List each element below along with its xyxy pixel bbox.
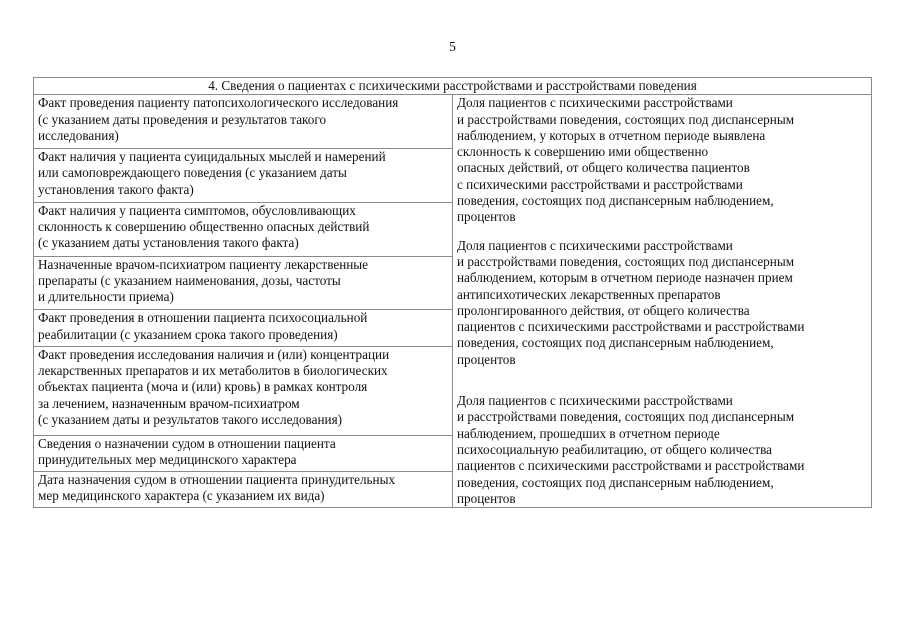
section-header-row <box>34 78 872 95</box>
left-item-2: Факт наличия у пациента суицидальных мыслей и намерений или самоповреждающего поведения (с указанием даты установления такого факта) <box>34 149 453 203</box>
left-item-5: Факт проведения в отношении пациента психосоциальной реабилитации (с указанием срока такого проведения) <box>34 310 453 346</box>
left-item-7: Сведения о назначении судом в отношении пациента принудительных мер медицинского характера <box>34 435 453 471</box>
left-item-1: Факт проведения пациенту патопсихологического исследования (с указанием даты проведения и результатов такого исследования) <box>34 95 453 149</box>
page-number: 5 <box>449 39 456 54</box>
section-title: 4. Сведения о пациентах с психическими расстройствами и расстройствами поведения <box>34 78 872 95</box>
indicator-2: Доля пациентов с психическими расстройствами и расстройствами поведения, состоящих под диспансерным наблюдением, которым в отчетном периоде назначен прием антипсихотических лекарственных препаратов пролонгированного действия, от общего количества пациентов с психическими расстройствами и расстройствами поведения, состоящих под диспансерным наблюдением, процентов <box>457 237 805 367</box>
indicator-3: Доля пациентов с психическими расстройствами и расстройствами поведения, состоящих под диспансерным наблюдением, прошедших в отчетном периоде психосоциальную реабилитацию, от общего количества пациентов с психическими расстройствами и расстройствами поведения, состоящих под диспансерным наблюдением, процентов <box>457 393 805 506</box>
indicators-cell <box>453 95 872 508</box>
left-item-4: Назначенные врачом-психиатром пациенту лекарственные препараты (с указанием наименования, дозы, частоты и длительности приема) <box>34 256 453 310</box>
table-row <box>34 95 872 149</box>
left-item-6: Факт проведения исследования наличия и (или) концентрации лекарственных препаратов и их метаболитов в биологических объектах пациента (моча и (или) кровь) в рамках контроля за лечением, назначенным врачом-психиатром (с указанием даты и результатов такого исследования) <box>34 346 453 435</box>
indicator-1: Доля пациентов с психическими расстройствами и расстройствами поведения, состоящих под диспансерным наблюдением, у которых в отчетном периоде выявлена склонность к совершению ими общественно опасных действий, от общего количества пациентов с психическими расстройствами и расстройствами поведения, состоящих под диспансерным наблюдением, процентов <box>457 95 795 225</box>
patient-info-table <box>33 77 872 508</box>
left-item-8: Дата назначения судом в отношении пациента принудительных мер медицинского характера (с указанием их вида) <box>34 471 453 507</box>
left-item-3: Факт наличия у пациента симптомов, обусловливающих склонность к совершению общественно опасных действий (с указанием даты установления такого факта) <box>34 202 453 256</box>
